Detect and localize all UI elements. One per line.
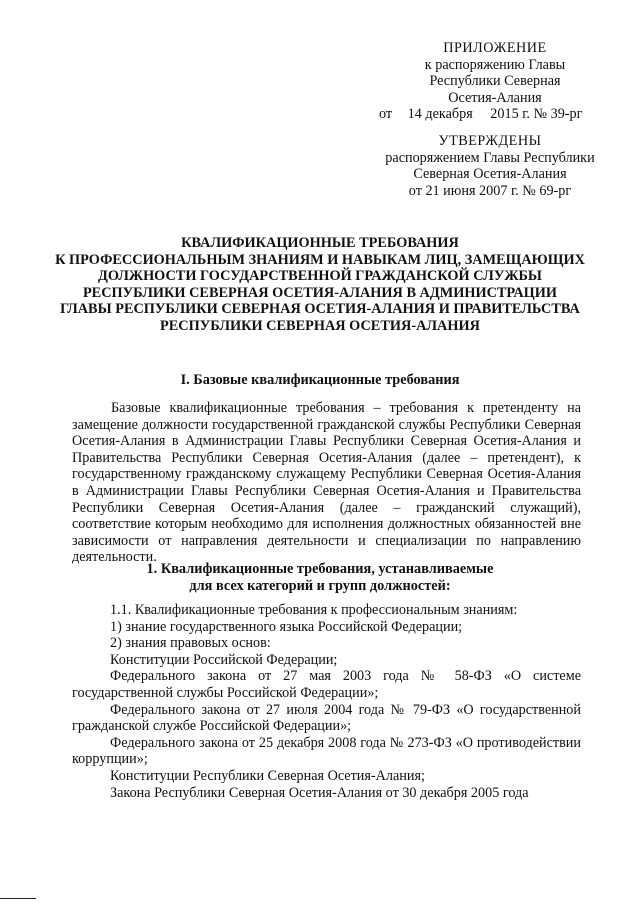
title-line-1: КВАЛИФИКАЦИОННЫЕ ТРЕБОВАНИЯ bbox=[181, 235, 459, 251]
list-item: Закона Республики Северная Осетия-Алания от 30 декабря 2005 года bbox=[110, 784, 529, 801]
requirements-list bbox=[72, 602, 581, 801]
list-item: Конституции Республики Северная Осетия-Алания; bbox=[110, 767, 425, 784]
title-line-2: К ПРОФЕССИОНАЛЬНЫМ ЗНАНИЯМ И НАВЫКАМ ЛИЦ, ЗАМЕЩАЮЩИХ bbox=[55, 251, 585, 268]
appendix-line-3: Осетия-Алания bbox=[448, 89, 542, 106]
subsection-heading bbox=[40, 561, 600, 594]
list-item: Конституции Российской Федерации; bbox=[110, 651, 338, 668]
approved-line-2: Северная Осетия-Алания bbox=[413, 166, 567, 182]
title-line-4: РЕСПУБЛИКИ СЕВЕРНАЯ ОСЕТИЯ-АЛАНИЯ В АДМИНИСТРАЦИИ bbox=[82, 284, 558, 301]
list-item: Федерального закона от 27 мая 2003 года № 58-ФЗ «О системе государственной службы Российской Федерации»; bbox=[72, 668, 581, 701]
approved-heading: УТВЕРЖДЕНЫ bbox=[438, 133, 542, 149]
list-item: 1) знание государственного языка Российской Федерации; bbox=[110, 618, 463, 635]
approved-line-3: от 21 июня 2007 г. № 69-рг bbox=[408, 182, 572, 199]
title-line-5: ГЛАВЫ РЕСПУБЛИКИ СЕВЕРНАЯ ОСЕТИЯ-АЛАНИЯ И ПРАВИТЕЛЬСТВА bbox=[60, 301, 580, 318]
list-item: 2) знания правовых основ: bbox=[110, 635, 271, 652]
subsection-heading-line-1: 1. Квалификационные требования, устанавливаемые bbox=[146, 561, 494, 577]
section-heading: I. Базовые квалификационные требования bbox=[180, 372, 460, 388]
list-item: Федерального закона от 27 июля 2004 года № 79-ФЗ «О государственной гражданской службе Российской Федерации»; bbox=[72, 701, 581, 735]
footnote-separator bbox=[0, 898, 36, 899]
approved-block bbox=[365, 133, 615, 199]
appendix-date-year: 2015 г. № 39-рг bbox=[490, 106, 583, 122]
appendix-heading: ПРИЛОЖЕНИЕ bbox=[443, 40, 547, 56]
title-line-3: ДОЛЖНОСТИ ГОСУДАРСТВЕННОЙ ГРАЖДАНСКОЙ СЛУЖБЫ bbox=[98, 268, 542, 285]
approved-line-1: распоряжением Главы Республики bbox=[385, 149, 595, 166]
appendix-line-2: Республики Северная bbox=[429, 73, 561, 89]
appendix-block bbox=[375, 40, 615, 123]
appendix-line-1: к распоряжению Главы bbox=[424, 56, 566, 73]
appendix-date-prefix: от bbox=[379, 106, 393, 122]
subsection-heading-line-2: для всех категорий и групп должностей: bbox=[189, 577, 451, 594]
appendix-date bbox=[375, 106, 615, 123]
title-line-6: РЕСПУБЛИКИ СЕВЕРНАЯ ОСЕТИЯ-АЛАНИЯ bbox=[160, 317, 480, 334]
appendix-date-value: 14 декабря bbox=[407, 106, 473, 122]
list-item: 1.1. Квалификационные требования к профессиональным знаниям: bbox=[110, 602, 518, 618]
list-item: Федерального закона от 25 декабря 2008 года № 273-ФЗ «О противодействии коррупции»; bbox=[72, 734, 581, 768]
document-title bbox=[40, 235, 600, 335]
base-requirements-paragraph: Базовые квалификационные требования – требования к претенденту на замещение должности государственной гражданской службы Республики Северная Осетия-Алания в Администрации Главы Республики Северная Осетия-Алания и Правительства Республики Северная Осетия-Алания (далее – претендент), к государственному гражданскому служащему Республики Северная Осетия-Алания в Администрации Главы Республики Северная Осетия-Алания и Правительства Республики Северная Осетия-Алания (далее – гражданский служащий), соответствие которым необходимо для исполнения должностных обязанностей вне зависимости от направления деятельности и специализации по направлению деятельности. bbox=[72, 400, 581, 566]
